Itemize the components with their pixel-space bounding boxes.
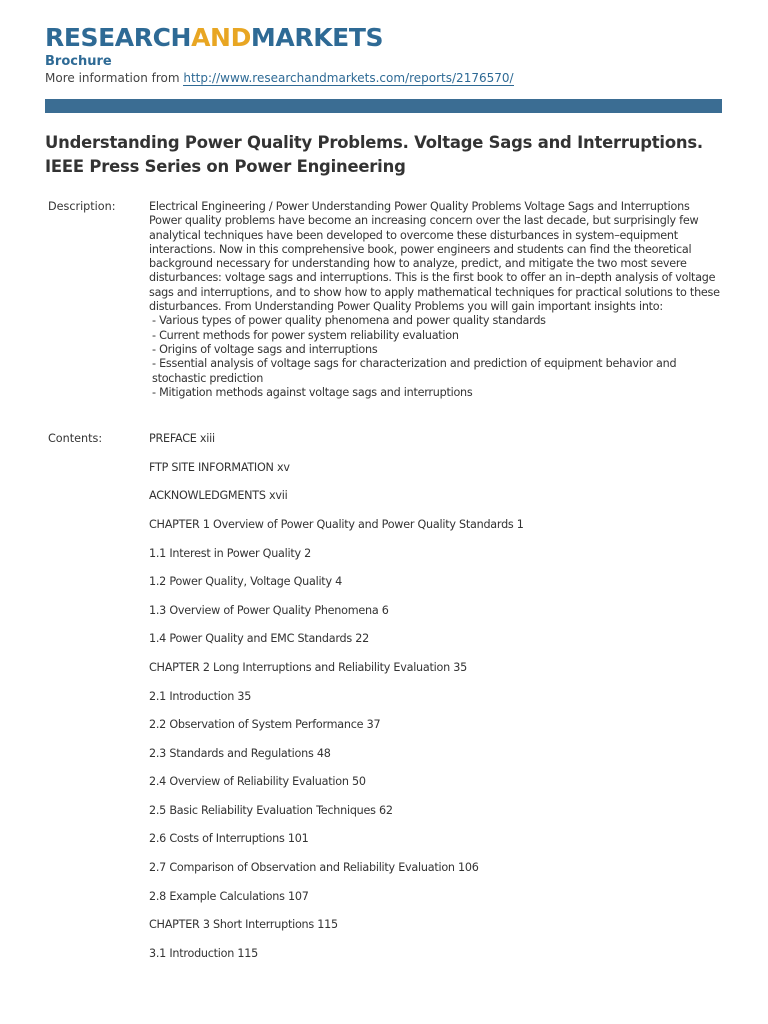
- description-label: Description:: [48, 200, 116, 213]
- contents-body: [149, 432, 722, 975]
- report-url-link[interactable]: http://www.researchandmarkets.com/reports/2176570/: [183, 71, 514, 85]
- contents-section: [45, 432, 722, 975]
- toc-item: FTP SITE INFORMATION xv: [149, 460, 290, 474]
- toc-item: 2.3 Standards and Regulations 48: [149, 746, 331, 760]
- toc-item: 2.8 Example Calculations 107: [149, 889, 309, 903]
- toc-item: PREFACE xiii: [149, 432, 215, 446]
- brochure-label: Brochure: [45, 54, 112, 69]
- toc-item: ACKNOWLEDGMENTS xvii: [149, 489, 288, 503]
- logo-part-markets: MARKETS: [250, 23, 384, 52]
- description-bullet: - Origins of voltage sags and interruptions: [152, 342, 378, 356]
- table-of-contents: [149, 432, 722, 975]
- logo-part-and: AND: [191, 23, 251, 52]
- toc-item: 1.1 Interest in Power Quality 2: [149, 546, 312, 560]
- document-page: [45, 22, 722, 975]
- more-info-prefix: More information from: [45, 71, 184, 85]
- page-title: Understanding Power Quality Problems. Voltage Sags and Interruptions. IEEE Press Series on Power Engineering: [45, 133, 703, 176]
- description-bullet: - Current methods for power system reliability evaluation: [152, 328, 459, 342]
- logo-part-research: RESEARCH: [45, 23, 192, 52]
- toc-item: 2.1 Introduction 35: [149, 689, 252, 703]
- contents-label: Contents:: [48, 432, 103, 446]
- toc-item: 1.4 Power Quality and EMC Standards 22: [149, 632, 369, 646]
- toc-item: 2.7 Comparison of Observation and Reliability Evaluation 106: [149, 861, 479, 875]
- header-divider-bar: [45, 99, 722, 113]
- description-bullet: - Mitigation methods against voltage sags and interruptions: [152, 385, 473, 399]
- description-bullet: - Essential analysis of voltage sags for characterization and prediction of equipment behavior and stochastic prediction: [152, 357, 677, 385]
- toc-item: 2.6 Costs of Interruptions 101: [149, 832, 309, 846]
- description-text: Electrical Engineering / Power Understanding Power Quality Problems Voltage Sags and Interruptions Power quality problems have become an increasing concern over the last decade, but surprisingly few analytical techniques have been developed to overcome these disturbances in system–equipment interactions. Now in this comprehensive book, power engineers and students can find the theoretical background necessary for understanding how to analyze, predict, and mitigate the two most severe disturbances: voltage sags and interruptions. This is the first book to offer an in–depth analysis of voltage sags and interruptions, and to show how to apply mathematical techniques for practical solutions to these disturbances. From Understanding Power Quality Problems you will gain important insights into:: [149, 200, 720, 314]
- toc-item: 1.2 Power Quality, Voltage Quality 4: [149, 575, 342, 589]
- toc-item: CHAPTER 1 Overview of Power Quality and Power Quality Standards 1: [149, 517, 524, 531]
- toc-item: 2.2 Observation of System Performance 37: [149, 718, 381, 732]
- toc-item: 3.1 Introduction 115: [149, 946, 259, 960]
- toc-item: 2.4 Overview of Reliability Evaluation 50: [149, 775, 366, 789]
- description-bullet: - Various types of power quality phenomena and power quality standards: [152, 314, 546, 328]
- description-section: [45, 200, 722, 400]
- toc-item: 2.5 Basic Reliability Evaluation Techniques 62: [149, 803, 393, 817]
- toc-item: 1.3 Overview of Power Quality Phenomena 6: [149, 603, 389, 617]
- more-info-line: [45, 70, 722, 87]
- toc-item: CHAPTER 3 Short Interruptions 115: [149, 918, 338, 932]
- researchandmarkets-logo[interactable]: [45, 22, 722, 54]
- toc-item: CHAPTER 2 Long Interruptions and Reliability Evaluation 35: [149, 660, 467, 674]
- description-body: [149, 200, 722, 400]
